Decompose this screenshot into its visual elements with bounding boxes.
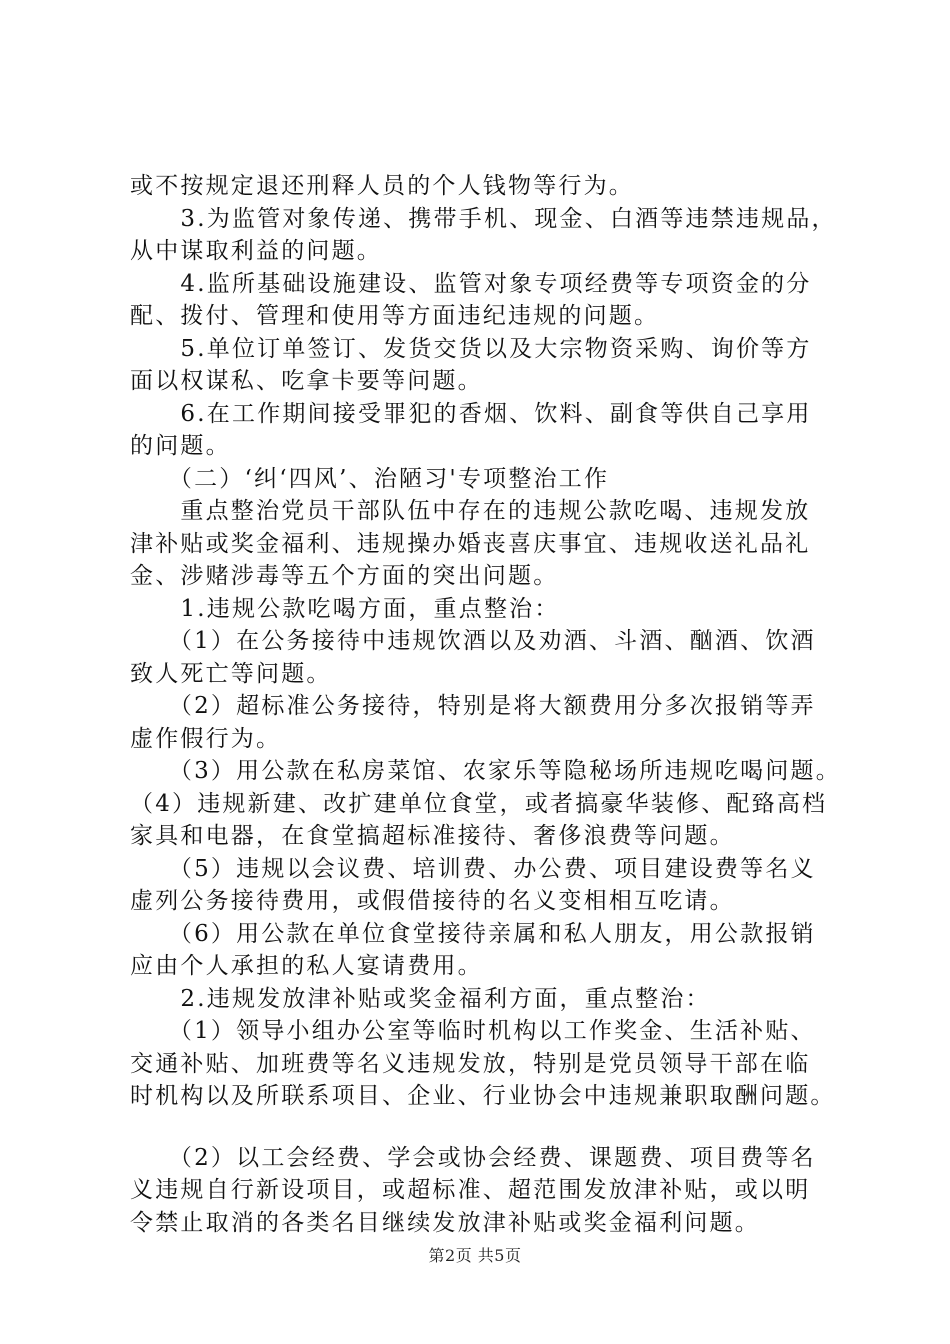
text-line: 5.单位订单签订、发货交货以及大宗物资采购、询价等方: [130, 335, 812, 362]
text-line: （3）用公款在私房菜馆、农家乐等隐秘场所违规吃喝问题。: [130, 758, 841, 784]
text-line: 配、拨付、管理和使用等方面违纪违规的问题。: [130, 303, 660, 329]
text-line: 金、涉赌涉毒等五个方面的突出问题。: [130, 563, 559, 589]
text-line: 重点整治党员干部队伍中存在的违规公款吃喝、违规发放: [130, 498, 811, 524]
text-line: 2.违规发放津补贴或奖金福利方面，重点整治：: [130, 985, 711, 1012]
text-line: 的问题。: [130, 433, 231, 459]
text-line: 从中谋取利益的问题。: [130, 238, 382, 264]
text-line: 虚作假行为。: [130, 725, 282, 752]
text-line: （6）用公款在单位食堂接待亲属和私人朋友，用公款报销: [130, 920, 816, 947]
text-line: 家具和电器，在食堂搞超标准接待、奢侈浪费等问题。: [130, 823, 735, 849]
text-line: 应由个人承担的私人宴请费用。: [130, 953, 483, 979]
text-line: 3.为监管对象传递、携带手机、现金、白酒等违禁违规品，: [130, 205, 837, 232]
text-line: 6.在工作期间接受罪犯的香烟、饮料、副食等供自己享用: [130, 400, 812, 427]
text-line: 面以权谋私、吃拿卡要等问题。: [130, 368, 483, 394]
page-footer: 第2页 共5页: [428, 1246, 522, 1265]
text-line: 时机构以及所联系项目、企业、行业协会中违规兼职取酬问题。: [130, 1083, 836, 1109]
text-line: （2）以工会经费、学会或协会经费、课题费、项目费等名: [130, 1144, 816, 1171]
text-line: 义违规自行新设项目，或超标准、超范围发放津补贴，或以明: [130, 1177, 811, 1204]
text-line: （1）在公务接待中违规饮酒以及劝酒、斗酒、酗酒、饮酒: [130, 628, 816, 654]
text-line: 4.监所基础设施建设、监管对象专项经费等专项资金的分: [130, 270, 812, 297]
text-line: （4）违规新建、改扩建单位食堂，或者搞豪华装修、配臵高档: [130, 790, 828, 817]
text-line: 交通补贴、加班费等名义违规发放，特别是党员领导干部在临: [130, 1050, 811, 1077]
text-line: （5）违规以会议费、培训费、办公费、项目建设费等名义: [130, 855, 816, 882]
text-line: 令禁止取消的各类名目继续发放津补贴或奖金福利问题。: [130, 1209, 760, 1236]
text-line: 津补贴或奖金福利、违规操办婚丧喜庆事宜、违规收送礼品礼: [130, 530, 811, 557]
text-line: 或不按规定退还刑释人员的个人钱物等行为。: [130, 173, 634, 199]
section-heading: （二）‘纠‘四风’、治陋习'专项整治工作: [130, 465, 610, 492]
text-line: 致人死亡等问题。: [130, 660, 332, 687]
text-line: （1）领导小组办公室等临时机构以工作奖金、生活补贴、: [130, 1018, 816, 1044]
text-line: 虚列公务接待费用，或假借接待的名义变相相互吃请。: [130, 888, 735, 914]
text-line: （2）超标准公务接待，特别是将大额费用分多次报销等弄: [130, 693, 816, 719]
text-line: 1.违规公款吃喝方面，重点整治：: [130, 595, 560, 622]
